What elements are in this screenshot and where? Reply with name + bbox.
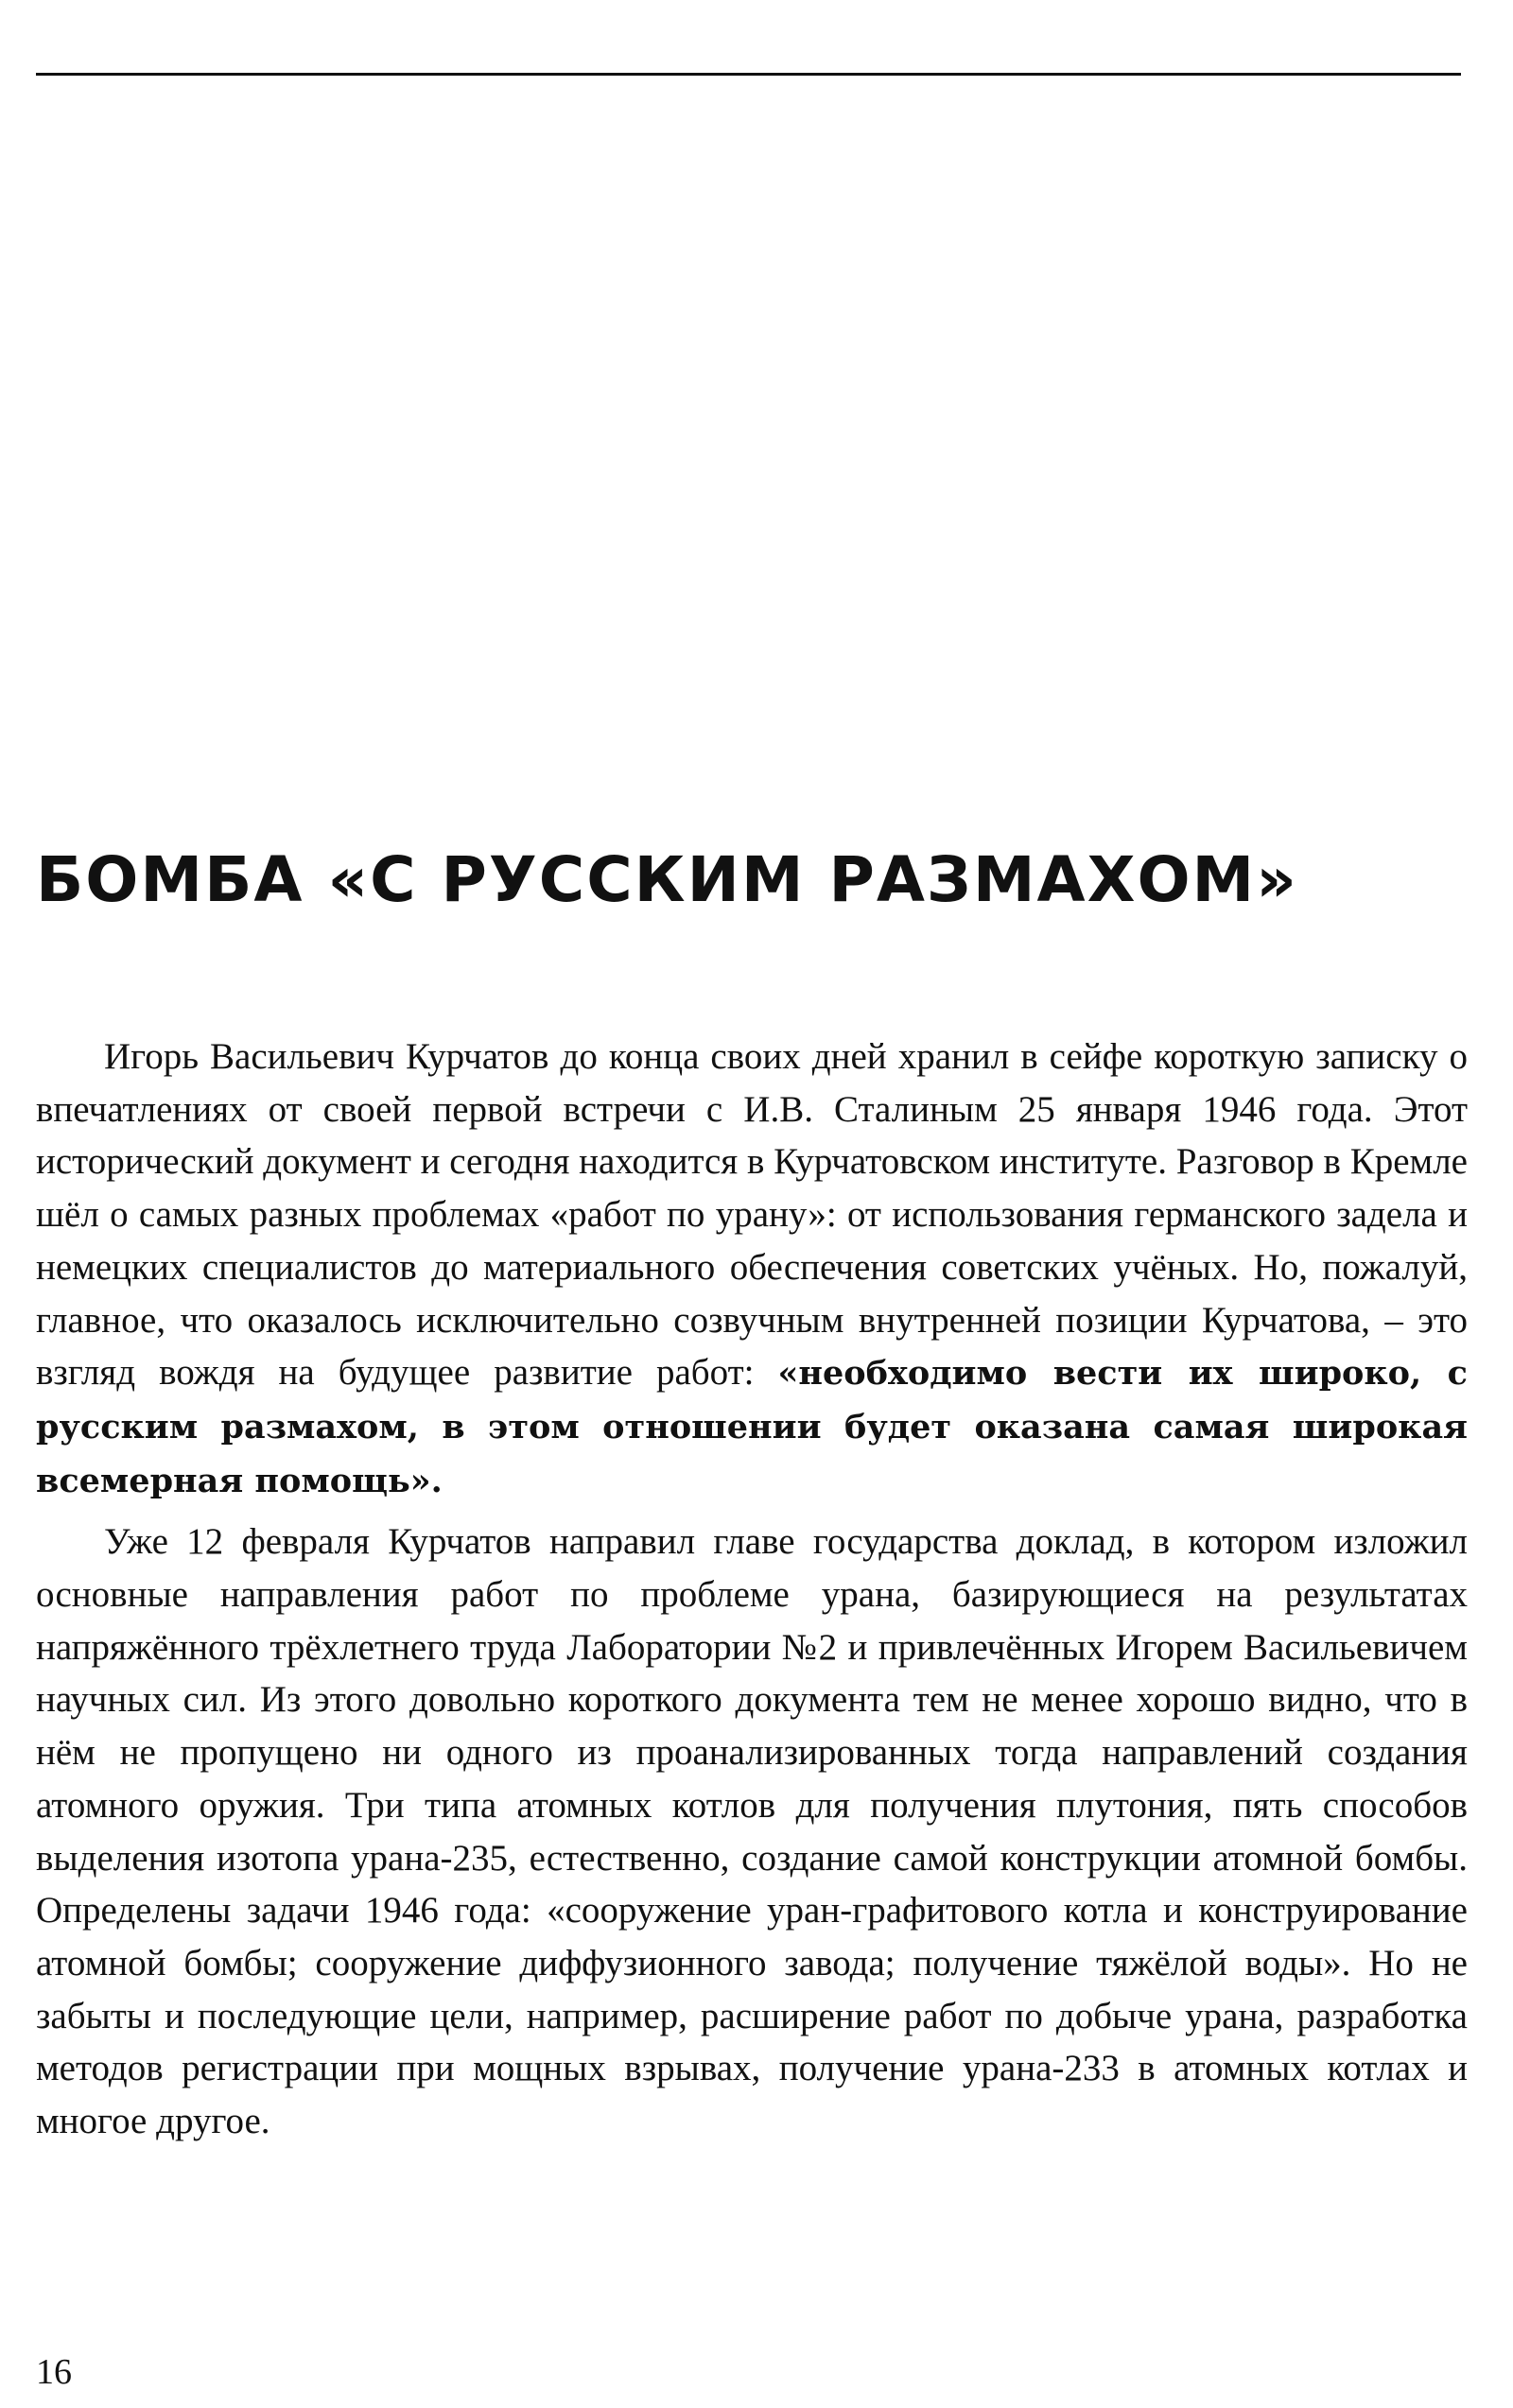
paragraph-2: Уже 12 февраля Курчатов направил главе государства доклад, в котором изложил основные направления работ по проблеме урана, базирующиеся на результатах напряжённого трёхлетнего труда Лаборатории №2 и привлечённых Игорем Васильевичем научных сил. Из этого довольно короткого документа тем не менее хорошо видно, что в нём не пропущено ни одного из проанализированных тогда направлений создания атомного оружия. Три типа атомных котлов для получения плутония, пять способов выделения изотопа урана-235, естественно, создание самой конструкции атомной бомбы. Определены задачи 1946 года: «сооружение уран-графитового котла и конструирование атомной бомбы; сооружение диффузионного завода; получение тяжёлой воды». Но не забыты и последующие цели, например, расширение работ по добыче урана, разработка методов регистрации при мощных взрывах, получение урана-233 в атомных котлах и многое другое. [36,1521,1468,2142]
paragraph-1 [36,1031,1468,1507]
page-number: 16 [36,2352,72,2392]
stalin-quote-emphasis: «необходимо вести их широко, с русским размахом, в этом отношении будет оказана самая широкая всемерная помощь». [36,1354,1468,1500]
chapter-title: БОМБА «С РУССКИМ РАЗМАХОМ» [36,843,1298,916]
top-rule [36,73,1461,76]
paragraph-1-lead: Игорь Васильевич Курчатов до конца своих дней хранил в сейфе короткую записку о впечатлениях от своей первой встречи с И.В. Сталиным 25 января 1946 года. Этот исторический документ и сегодня находится в Курчатовском институте. Разговор в Кремле шёл о самых разных проблемах «работ по урану»: от использования германского задела и немецких специалистов до материального обеспечения советских учёных. Но, пожалуй, главное, что оказалось исключительно созвучным внутренней позиции Курчатова, – это взгляд вождя на будущее развитие работ: [36,1036,1468,1394]
body-text [36,1031,1468,2148]
